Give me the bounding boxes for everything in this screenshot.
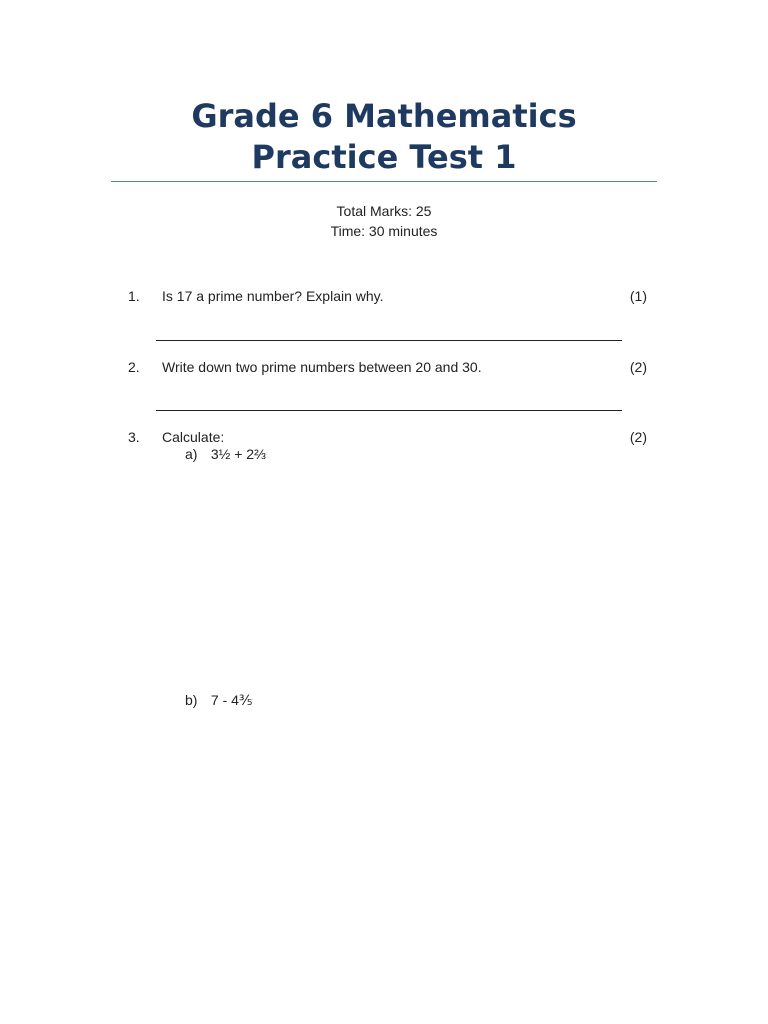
sub-question-expression: 7 - 4⅗: [210, 692, 253, 708]
answer-line: [156, 410, 622, 411]
sub-question-label: a): [185, 446, 198, 462]
question-number: 3.: [128, 429, 140, 445]
sub-question-label: b): [185, 692, 198, 708]
title-divider: [111, 181, 657, 182]
title-line-1: Grade 6 Mathematics: [191, 97, 577, 135]
question-text: Write down two prime numbers between 20 and 30.: [162, 359, 482, 375]
total-marks: Total Marks: 25: [336, 203, 432, 219]
question-marks: (2): [629, 359, 647, 375]
question-marks: (1): [629, 288, 647, 304]
question-text: Calculate:: [162, 429, 225, 445]
answer-line: [156, 340, 622, 341]
question-marks: (2): [629, 429, 647, 445]
sub-question-b: [185, 691, 252, 709]
question-number: 1.: [128, 288, 140, 304]
title-line-2: Practice Test 1: [251, 138, 517, 176]
sub-question-expression: 3½ + 2⅔: [210, 446, 266, 462]
sub-question-a: [185, 445, 266, 463]
question-number: 2.: [128, 359, 140, 375]
question-text: Is 17 a prime number? Explain why.: [162, 288, 384, 304]
time-limit: Time: 30 minutes: [330, 223, 438, 239]
